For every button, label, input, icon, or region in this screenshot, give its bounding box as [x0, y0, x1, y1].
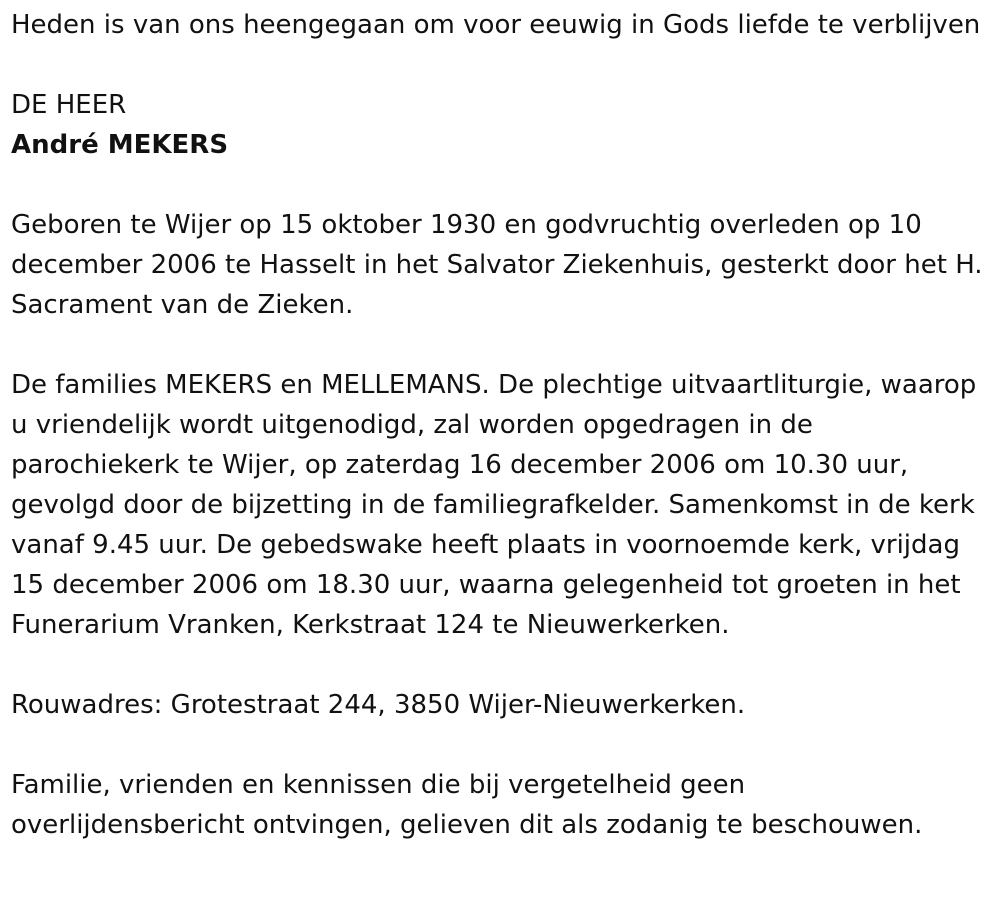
birth-death-paragraph: Geboren te Wijer op 15 oktober 1930 en godvruchtig overleden op 10 december 2006 te Hasselt in het Salvator Ziekenhuis, gesterkt door het H. Sacrament van de Zieken.	[11, 210, 983, 320]
deceased-name: André MEKERS	[11, 130, 229, 160]
title-text: DE HEER	[11, 90, 127, 120]
mourning-address: Rouwadres: Grotestraat 244, 3850 Wijer-Nieuwerkerken.	[11, 690, 746, 720]
closing-paragraph: Familie, vrienden en kennissen die bij vergetelheid geen overlijdensbericht ontvingen, gelieven dit als zodanig te beschouwen.	[11, 770, 923, 840]
intro-text: Heden is van ons heengegaan om voor eeuwig in Gods liefde te verblijven	[11, 10, 981, 40]
death-notice	[11, 5, 986, 845]
ceremony-paragraph: De families MEKERS en MELLEMANS. De plechtige uitvaartliturgie, waarop u vriendelijk wordt uitgenodigd, zal worden opgedragen in de parochiekerk te Wijer, op zaterdag 16 december 2006 om 10.30 uur, gevolgd door de bijzetting in de familiegrafkelder. Samenkomst in de kerk vanaf 9.45 uur. De gebedswake heeft plaats in voornoemde kerk, vrijdag 15 december 2006 om 18.30 uur, waarna gelegenheid tot groeten in het Funerarium Vranken, Kerkstraat 124 te Nieuwerkerken.	[11, 370, 977, 640]
